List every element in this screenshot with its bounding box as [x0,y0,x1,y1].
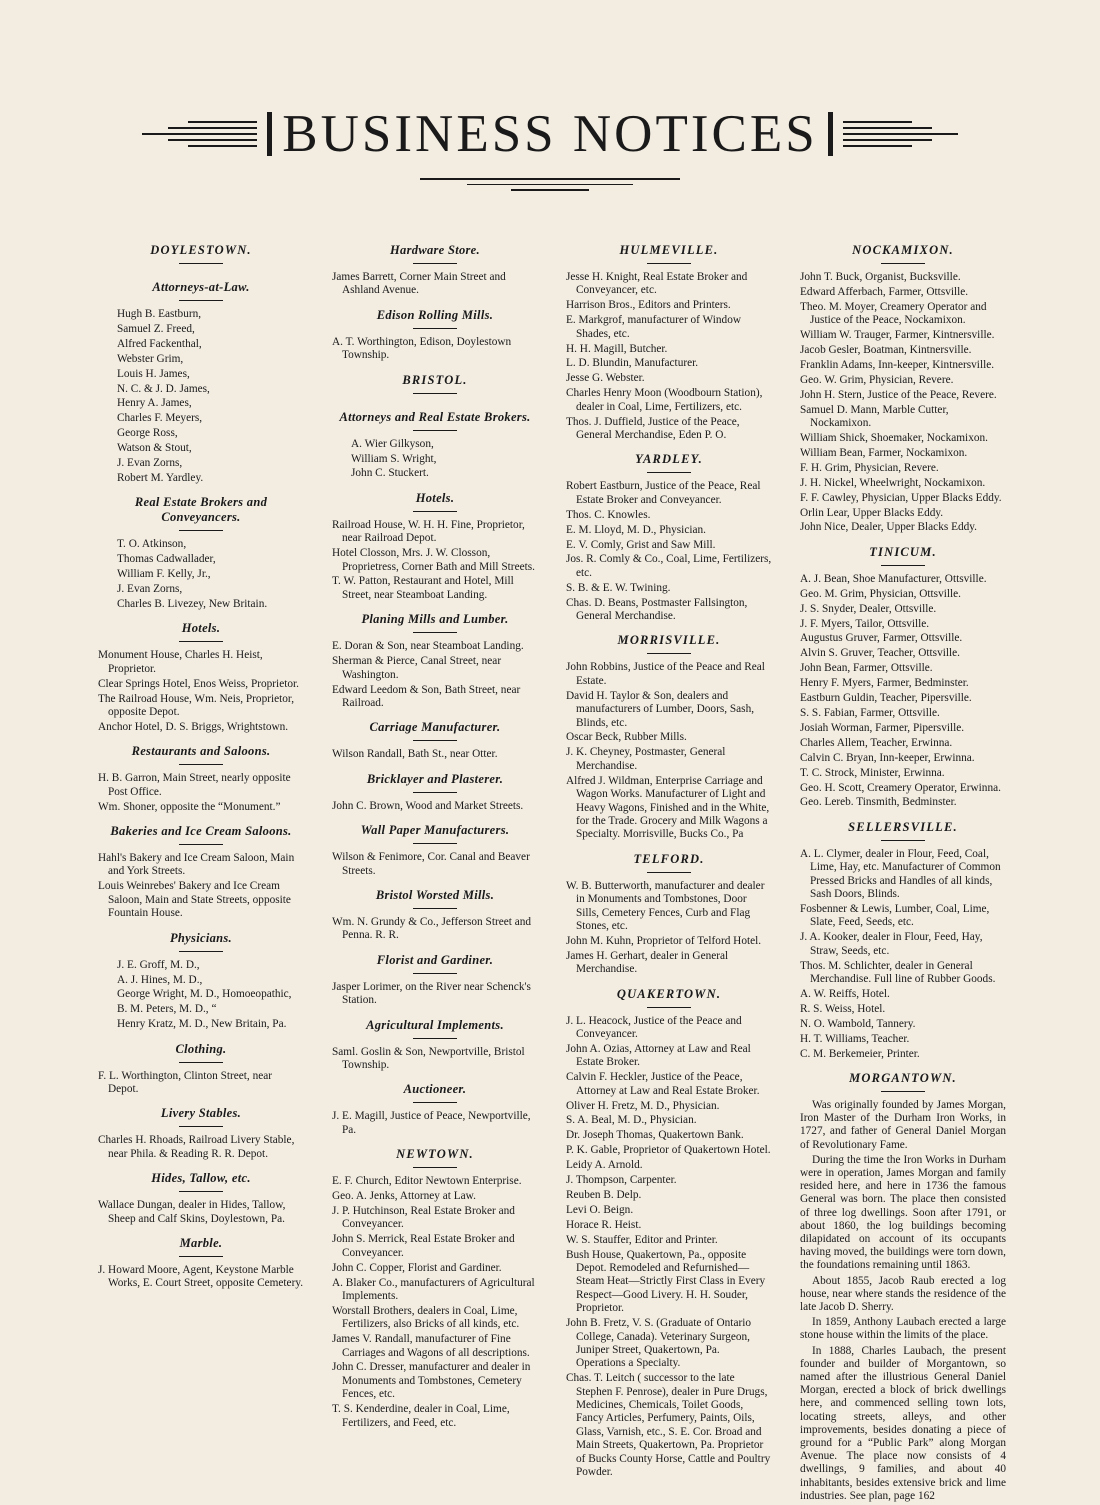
section-divider [413,263,457,264]
notices-column [84,243,318,1505]
list-item: Henry F. Myers, Farmer, Bedminster. [800,677,969,690]
entry-list [332,640,538,710]
list-item: Thos. M. Schlichter, dealer in General Merchandise. Full line of Rubber Goods. [800,959,996,985]
list-item: Calvin C. Bryan, Inn-keeper, Erwinna. [800,751,975,764]
section-divider [179,764,223,765]
list-item: Theo. M. Moyer, Creamery Operator and Justice of the Peace, Nockamixon. [800,300,987,327]
list-item: A. J. Hines, M. D., [117,973,203,986]
section-divider [179,844,223,845]
list-item: N. C. & J. D. James, [117,382,210,395]
list-item: J. Evan Zorns, [117,457,183,470]
section-divider [179,1256,223,1257]
list-item: Charles H. Rhoads, Railroad Livery Stable, near Phila. & Reading R. R. Depot. [98,1134,295,1160]
section-heading: TINICUM. [869,544,937,559]
section-heading: Real Estate Brokers and Conveyancers. [134,495,268,525]
list-item: E. V. Comly, Grist and Saw Mill. [566,538,716,551]
section-heading: Florist and Gardiner. [376,952,494,967]
list-item: Leidy A. Arnold. [566,1159,643,1172]
masthead-left-bar [267,112,272,156]
list-item: E. F. Church, Editor Newtown Enterprise. [332,1175,522,1188]
list-item: Oscar Beck, Rubber Mills. [566,731,687,744]
list-item: Wm. Shoner, opposite the “Monument.” [98,800,281,813]
list-item: Geo. W. Grim, Physician, Revere. [800,373,954,386]
list-item: Robert M. Yardley. [117,471,204,484]
section-heading: BRISTOL. [402,372,468,387]
list-item: Hugh B. Eastburn, [117,308,202,320]
list-item: Thos. J. Duffield, Justice of the Peace, General Merchandise, Eden P. O. [566,415,740,441]
paragraph: About 1855, Jacob Raub erected a log house, near where stands the residence of the late Jacob D. Sherry. [800,1274,1006,1313]
list-item: Thomas Cadwallader, [117,553,216,566]
section-divider [881,840,925,841]
section-heading: Physicians. [170,930,232,945]
list-item: Jos. R. Comly & Co., Coal, Lime, Fertilizers, etc. [566,553,772,579]
section-divider [647,263,691,264]
list-item: Charles B. Livezey, New Britain. [117,598,268,610]
section-heading: NOCKAMIXON. [852,243,954,257]
list-item: A. W. Reiffs, Hotel. [800,987,890,1000]
list-item: Wilson Randall, Bath St., near Otter. [332,748,498,761]
entry-list [566,271,772,442]
list-item: James V. Randall, manufacturer of Fine Carriages and Wagons of all descriptions. [332,1333,530,1359]
section-heading: Hardware Store. [390,243,480,257]
list-item: Samuel D. Mann, Marble Cutter, Nockamixon. [800,403,949,430]
masthead-sub-rules [420,178,680,191]
list-item: Henry Kratz, M. D., New Britain, Pa. [117,1018,287,1031]
list-item: Jesse G. Webster. [566,372,645,385]
list-item: E. M. Lloyd, M. D., Physician. [566,523,706,536]
entry-list [332,438,538,481]
entry-list [98,649,304,734]
list-item: Hahl's Bakery and Ice Cream Saloon, Main and York Streets. [98,852,295,878]
list-item: F. H. Grim, Physician, Revere. [800,461,939,474]
entry-list [332,271,538,298]
list-item: J. Evan Zorns, [117,583,183,596]
list-item: Wallace Dungan, dealer in Hides, Tallow, Sheep and Calf Skins, Doylestown, Pa. [98,1199,286,1225]
list-item: John S. Merrick, Real Estate Broker and Conveyancer. [332,1233,515,1259]
list-item: Hotel Closson, Mrs. J. W. Closson, Proprietress, Corner Bath and Mill Streets. [332,547,535,573]
section-heading: MORRISVILLE. [617,633,721,648]
section-heading: MORGANTOWN. [849,1070,957,1085]
section-heading: Livery Stables. [160,1106,242,1121]
entry-list [98,852,304,921]
section-divider [413,511,457,512]
section-heading: Clothing. [175,1041,227,1056]
entry-list [332,1175,538,1430]
paragraph: In 1888, Charles Laubach, the present founder and builder of Morgantown, so named after the illustrious General Daniel Morgan, erected a block of brick dwellings here, and commenced selling town lots, locating streets, alleys, and other improvements, besides donating a piece of ground for a “Public Park” along Morgan Avenue. The place now consists of 4 dwellings, 9 families, and about 40 inhabitants, besides extensive brick and lime industries. See plan, page 162 [800,1344,1006,1502]
list-item: William Shick, Shoemaker, Nockamixon. [800,431,988,444]
list-item: Robert Eastburn, Justice of the Peace, Real Estate Broker and Conveyancer. [566,480,761,506]
list-item: David H. Taylor & Son, dealers and manufacturers of Lumber, Doors, Sash, Blinds, etc. [566,689,755,729]
paragraph: Was originally founded by James Morgan, Iron Master of the Durham Iron Works, in 1727, and father of General Daniel Morgan of Revolutionary Fame. [800,1098,1006,1151]
list-item: John H. Stern, Justice of the Peace, Revere. [800,388,997,401]
list-item: J. L. Heacock, Justice of the Peace and Conveyancer. [566,1014,742,1040]
list-item: George Wright, M. D., Homoeopathic, [117,988,292,1001]
list-item: Louis H. James, [117,367,190,380]
list-item: Fosbenner & Lewis, Lumber, Coal, Lime, Slate, Feed, Seeds, etc. [800,902,990,929]
list-item: Geo. Lereb. Tinsmith, Bedminster. [800,796,957,809]
notices-column [552,243,786,1505]
section-divider [647,472,691,473]
section-divider [413,843,457,844]
list-item: Anchor Hotel, D. S. Briggs, Wrightstown. [98,720,289,733]
columns-container [84,243,1020,1505]
list-item: John C. Stuckert. [351,467,429,480]
list-item: Edward Leedom & Son, Bath Street, near Railroad. [332,683,521,709]
list-item: T. W. Patton, Restaurant and Hotel, Mill Street, near Steamboat Landing. [332,575,514,601]
list-item: J. F. Myers, Tailor, Ottsville. [800,617,930,630]
section-divider [179,300,223,301]
entry-list [566,661,772,841]
list-item: Chas. D. Beans, Postmaster Fallsington, General Merchandise. [566,596,748,623]
list-item: Alfred J. Wildman, Enterprise Carriage and Wagon Works. Manufacturer of Light and Heavy Wagons, Finished and in the White, for the Trade. Grocery and Milk Wagons a Specialty. Morrisville, Bucks Co., Pa [566,774,770,841]
list-item: John M. Kuhn, Proprietor of Telford Hotel. [566,934,762,947]
notices-column [786,243,1020,1505]
section-divider [179,1191,223,1192]
section-divider [413,1038,457,1039]
section-divider [179,1062,223,1063]
section-divider [647,872,691,873]
list-item: N. O. Wambold, Tannery. [800,1017,916,1030]
list-item: Franklin Adams, Inn-keeper, Kintnersville. [800,358,995,371]
entry-list [332,916,538,943]
list-item: J. Howard Moore, Agent, Keystone Marble Works, E. Court Street, opposite Cemetery. [98,1264,304,1290]
list-item: A. T. Worthington, Edison, Doylestown Township. [332,335,512,362]
list-item: C. M. Berkemeier, Printer. [800,1047,920,1060]
list-item: Harrison Bros., Editors and Printers. [566,299,731,312]
masthead-row [0,104,1100,164]
entry-list [566,480,772,623]
list-item: Levi O. Beign. [566,1203,634,1216]
section-divider [413,973,457,974]
list-item: J. K. Cheyney, Postmaster, General Merchandise. [566,746,726,772]
section-heading: Edison Rolling Mills. [376,307,494,322]
section-divider [413,1102,457,1103]
section-divider [413,792,457,793]
entry-list [800,271,1006,535]
entry-list [98,308,304,485]
list-item: The Railroad House, Wm. Neis, Proprietor, opposite Depot. [98,692,295,719]
list-item: Reuben B. Delp. [566,1188,642,1201]
list-item: R. S. Weiss, Hotel. [800,1002,886,1015]
list-item: A. Blaker Co., manufacturers of Agricultural Implements. [332,1276,535,1302]
paragraph: During the time the Iron Works in Durham were in operation, James Morgan and family resided here, and here in 1736 the famous General was born. The place then consisted of three log dwellings. Soon after 1791, or about 1860, the log buildings becoming dilapidated on account of its occupants having moved, the buildings were torn down, the foundations remaining until 1863. [800,1153,1006,1272]
masthead-left-rules [142,121,257,147]
list-item: Augustus Gruver, Farmer, Ottsville. [800,632,963,645]
list-item: J. A. Kooker, dealer in Flour, Feed, Hay, Straw, Seeds, etc. [800,931,983,957]
list-item: Oliver H. Fretz, M. D., Physician. [566,1099,720,1112]
list-item: S. B. & E. W. Twining. [566,581,671,594]
section-heading: Bricklayer and Plasterer. [366,771,504,786]
section-divider [179,951,223,952]
entry-list [332,748,538,761]
entry-list [98,1070,304,1097]
entry-list [332,519,538,602]
entry-list [566,880,772,977]
list-item: John C. Brown, Wood and Market Streets. [332,799,524,812]
list-item: Eastburn Guldin, Teacher, Pipersville. [800,692,972,705]
section-heading: Hotels. [415,490,455,505]
list-item: Jasper Lorimer, on the River near Schenck's Station. [332,980,531,1007]
list-item: Henry A. James, [117,397,192,410]
list-item: Geo. H. Scott, Creamery Operator, Erwinna. [800,781,1001,794]
list-item: William F. Kelly, Jr., [117,568,211,581]
list-item: A. Wier Gilkyson, [351,437,434,450]
section-heading: YARDLEY. [635,452,703,467]
list-item: Jesse H. Knight, Real Estate Broker and Conveyancer, etc. [566,271,748,297]
section-divider [413,328,457,329]
list-item: John C. Dresser, manufacturer and dealer in Monuments and Tombstones, Cemetery Fences, etc. [332,1361,531,1401]
list-item: Edward Afferbach, Farmer, Ottsville. [800,285,969,298]
section-divider [413,908,457,909]
page-title: BUSINESS NOTICES [282,105,818,163]
list-item: Alvin S. Gruver, Teacher, Ottsville. [800,647,960,660]
entry-list [98,1264,304,1291]
section-heading: NEWTOWN. [396,1147,474,1162]
section-heading: HULMEVILLE. [619,243,719,257]
section-heading: Agricultural Implements. [366,1017,504,1032]
list-item: P. K. Gable, Proprietor of Quakertown Hotel. [566,1144,771,1157]
list-item: H. T. Williams, Teacher. [800,1032,910,1045]
entry-list [332,800,538,813]
list-item: William S. Wright, [351,452,437,465]
list-item: George Ross, [117,427,178,440]
list-item: Josiah Worman, Farmer, Pipersville. [800,721,965,734]
section-divider [413,430,457,431]
section-heading: SELLERSVILLE. [848,819,958,834]
paragraph: In 1859, Anthony Laubach erected a large stone house within the limits of the place. [800,1316,1006,1342]
list-item: Louis Weinrebes' Bakery and Ice Cream Saloon, Main and State Streets, opposite Fountain House. [98,880,291,920]
section-divider [413,393,457,394]
list-item: Worstall Brothers, dealers in Coal, Lime, Fertilizers, also Bricks of all kinds, etc. [332,1304,520,1331]
list-item: W. B. Butterworth, manufacturer and dealer in Monuments and Tombstones, Door Sills, Cemetery Fences, Curb and Flag Stones, etc. [566,879,765,932]
list-item: S. A. Beal, M. D., Physician. [566,1114,697,1127]
masthead-right-bar [828,112,833,156]
entry-list [98,959,304,1032]
notices-column [318,243,552,1505]
section-divider [413,740,457,741]
list-item: T. S. Kenderdine, dealer in Coal, Lime, Fertilizers, and Feed, etc. [332,1403,510,1429]
list-item: E. Markgrof, manufacturer of Window Shades, etc. [566,314,742,340]
list-item: Monument House, Charles H. Heist, Proprietor. [98,649,263,675]
section-divider [413,1167,457,1168]
list-item: Thos. C. Knowles. [566,508,651,521]
list-item: B. M. Peters, M. D., “ [117,1003,217,1016]
masthead [0,0,1100,191]
list-item: F. F. Cawley, Physician, Upper Blacks Eddy. [800,491,1002,504]
list-item: T. C. Strock, Minister, Erwinna. [800,766,945,779]
list-item: William Bean, Farmer, Nockamixon. [800,446,968,459]
list-item: William W. Trauger, Farmer, Kintnersville. [800,329,995,342]
entry-list [98,1199,304,1226]
entry-list [332,1110,538,1137]
list-item: H. B. Garron, Main Street, nearly opposite Post Office. [98,772,291,798]
list-item: Charles F. Meyers, [117,412,203,425]
list-item: H. H. Magill, Butcher. [566,342,668,355]
section-heading: Marble. [179,1236,223,1251]
list-item: J. S. Snyder, Dealer, Ottsville. [800,602,937,615]
section-heading: Wall Paper Manufacturers. [360,823,510,838]
list-item: Dr. Joseph Thomas, Quakertown Bank. [566,1129,744,1142]
list-item: A. J. Bean, Shoe Manufacturer, Ottsville. [800,572,987,585]
section-heading: Bristol Worsted Mills. [375,887,495,902]
entry-list [98,538,304,611]
section-heading: QUAKERTOWN. [616,986,722,1001]
list-item: E. Doran & Son, near Steamboat Landing. [332,640,524,653]
list-item: Horace R. Heist. [566,1218,642,1231]
list-item: Saml. Goslin & Son, Newportville, Bristol Township. [332,1045,525,1071]
list-item: Calvin F. Heckler, Justice of the Peace, Attorney at Law and Real Estate Broker. [566,1071,760,1097]
list-item: John Nice, Dealer, Upper Blacks Eddy. [800,521,977,534]
section-divider [647,1007,691,1008]
spacer [332,401,538,410]
entry-list [800,573,1006,810]
masthead-right-rules [843,121,958,147]
list-item: John B. Fretz, V. S. (Graduate of Ontario College, Canada). Veterinary Surgeon, Juniper Street, Quakertown, Pa. Operations a Specialty. [566,1317,752,1370]
list-item: Charles Henry Moon (Woodbourn Station), dealer in Coal, Lime, Fertilizers, etc. [566,387,763,413]
entry-list [800,848,1006,1061]
list-item: John Robbins, Justice of the Peace and Real Estate. [566,661,765,687]
section-divider [881,263,925,264]
section-divider [179,530,223,531]
section-heading: Hotels. [181,621,221,636]
list-item: J. P. Hutchinson, Real Estate Broker and Conveyancer. [332,1205,515,1231]
list-item: L. D. Blundin, Manufacturer. [566,357,699,370]
entry-list [98,1134,304,1161]
list-item: F. L. Worthington, Clinton Street, near Depot. [98,1069,273,1096]
section-divider [881,1091,925,1092]
list-item: S. S. Fabian, Farmer, Ottsville. [800,706,940,719]
entry-list [332,1046,538,1073]
section-heading: Bakeries and Ice Cream Saloons. [110,824,292,839]
list-item: J. E. Magill, Justice of Peace, Newportville, Pa. [332,1110,531,1136]
list-item: Chas. T. Leitch ( successor to the late Stephen F. Penrose), dealer in Pure Drugs, Medicines, Chemicals, Toilet Goods, Fancy Articles, Perfumery, Paints, Oils, Glass, Varnish, etc., S. E. Cor. Broad and Main Streets, Quakertown, Pa. Proprietor of Bucks County Horse, Cattle and Poultry Powder. [566,1372,771,1479]
list-item: John Bean, Farmer, Ottsville. [800,662,933,675]
list-item: Sherman & Pierce, Canal Street, near Washington. [332,655,502,681]
section-heading: Auctioneer. [403,1082,467,1097]
section-divider [179,641,223,642]
list-item: Geo. M. Grim, Physician, Ottsville. [800,587,961,600]
entry-list [98,772,304,814]
section-heading: Attorneys-at-Law. [152,280,250,294]
list-item: John C. Copper, Florist and Gardiner. [332,1261,502,1274]
list-item: Bush House, Quakertown, Pa., opposite Depot. Remodeled and Refurnished—Steam Heat—Strictly First Class in Every Respect—Good Livery. H. H. Souder, Proprietor. [566,1248,766,1315]
list-item: John A. Ozias, Attorney at Law and Real Estate Broker. [566,1042,751,1069]
section-heading: Planing Mills and Lumber. [361,612,509,627]
list-item: Charles Allem, Teacher, Erwinna. [800,736,953,749]
list-item: W. S. Stauffer, Editor and Printer. [566,1233,718,1246]
spacer [98,271,304,280]
list-item: Jacob Gesler, Boatman, Kintnersville. [800,344,972,357]
list-item: Watson & Stout, [117,442,192,455]
entry-list [566,1015,772,1480]
list-item: J. E. Groff, M. D., [117,958,200,971]
section-divider [413,632,457,633]
section-heading: TELFORD. [633,851,705,866]
list-item: Orlin Lear, Upper Blacks Eddy. [800,506,944,519]
section-divider [179,263,223,264]
entry-list [332,851,538,878]
section-divider [647,653,691,654]
list-item: A. L. Clymer, dealer in Flour, Feed, Coal, Lime, Hay, etc. Manufacturer of Common Pressed Bricks and Handles of all kinds, Sash Doors, Blinds. [800,847,1001,901]
list-item: J. H. Nickel, Wheelwright, Nockamixon. [800,476,986,489]
list-item: Webster Grim, [117,352,184,365]
section-heading: Carriage Manufacturer. [369,720,501,735]
entry-list [332,336,538,363]
section-divider [179,1126,223,1127]
list-item: James Barrett, Corner Main Street and Ashland Avenue. [332,271,506,297]
list-item: Wilson & Fenimore, Cor. Canal and Beaver Streets. [332,851,530,877]
section-heading: Restaurants and Saloons. [131,744,271,759]
list-item: Samuel Z. Freed, [117,322,195,335]
list-item: Clear Springs Hotel, Enos Weiss, Proprietor. [98,677,299,690]
section-heading: DOYLESTOWN. [150,243,252,257]
section-heading: Hides, Tallow, etc. [151,1171,251,1186]
list-item: T. O. Atkinson, [117,538,187,551]
list-item: Geo. A. Jenks, Attorney at Law. [332,1190,476,1203]
section-heading: Attorneys and Real Estate Brokers. [339,409,531,424]
list-item: J. Thompson, Carpenter. [566,1174,677,1187]
entry-list [332,981,538,1008]
list-item: Wm. N. Grundy & Co., Jefferson Street and Penna. R. R. [332,915,532,942]
list-item: Alfred Fackenthal, [117,337,202,350]
list-item: John T. Buck, Organist, Bucksville. [800,271,961,283]
list-item: Railroad House, W. H. H. Fine, Proprietor, near Railroad Depot. [332,518,525,545]
list-item: James H. Gerhart, dealer in General Merchandise. [566,949,729,976]
section-divider [881,565,925,566]
